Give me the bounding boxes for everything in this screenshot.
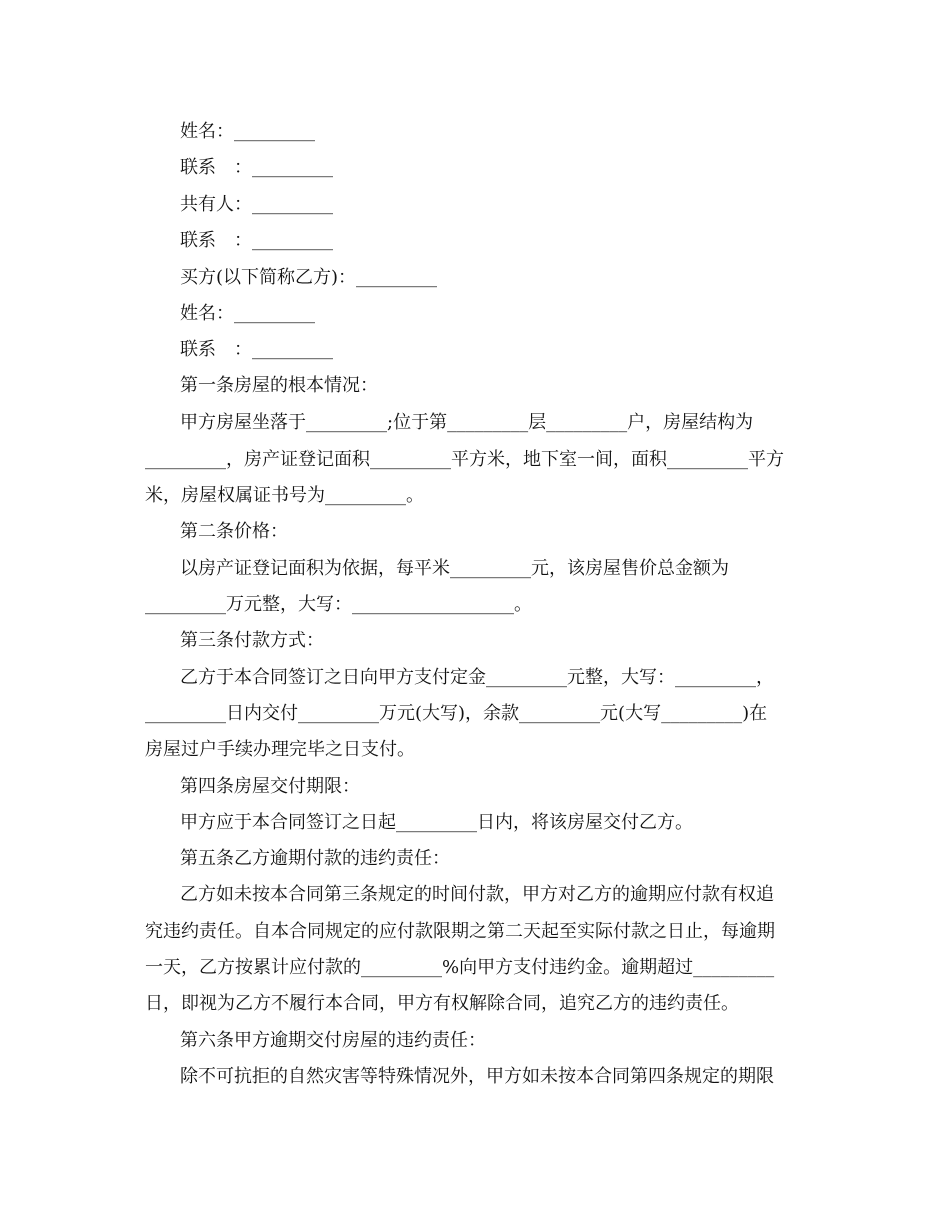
article-5-text: 日，即视为乙方不履行本合同，甲方有权解除合同，追究乙方的违约责任。 [145,993,739,1014]
seller-contact-line: 联系 ：_________ [180,157,333,178]
article-2-text: 以房产证登记面积为依据，每平米_________元，该房屋售价总金额为 [180,558,729,579]
article-3-text: 乙方于本合同签订之日向甲方支付定金_________元整，大写：_________， [180,667,774,688]
article-5-text: 乙方如未按本合同第三条规定的时间付款，甲方对乙方的逾期应付款有权追 [180,884,774,905]
article-1-text: 米，房屋权属证书号为_________。 [145,485,424,506]
article-2-heading: 第二条价格： [180,521,288,542]
article-3-heading: 第三条付款方式： [180,630,324,651]
article-1-text: _________，房产证登记面积_________平方米，地下室一间，面积_________平方 [145,449,784,470]
article-3-text: _________日内交付_________万元(大写)，余款_________元(大写_________)在 [145,703,768,724]
article-5-text: 一天，乙方按累计应付款的_________%向甲方支付违约金。逾期超过_________ [145,957,775,978]
buyer-line: 买方(以下简称乙方)：_________ [180,267,438,288]
article-1-text: 甲方房屋坐落于_________;位于第_________层_________户，房屋结构为 [180,412,754,433]
seller-name-line: 姓名：_________ [180,121,315,142]
article-5-heading: 第五条乙方逾期付款的违约责任： [180,848,450,869]
article-2-text: _________万元整，大写：__________________。 [145,594,532,615]
co-owner-line: 共有人：_________ [180,194,333,215]
buyer-contact-line: 联系 ：_________ [180,339,333,360]
article-4-heading: 第四条房屋交付期限： [180,776,360,797]
buyer-name-line: 姓名：_________ [180,303,315,324]
article-6-text: 除不可抗拒的自然灾害等特殊情况外，甲方如未按本合同第四条规定的期限 [180,1066,774,1087]
article-5-text: 究违约责任。自本合同规定的应付款限期之第二天起至实际付款之日止，每逾期 [145,921,775,942]
article-3-text: 房屋过户手续办理完毕之日支付。 [145,739,415,760]
article-4-text: 甲方应于本合同签订之日起_________日内，将该房屋交付乙方。 [180,812,693,833]
co-owner-contact-line: 联系 ：_________ [180,230,333,251]
article-1-heading: 第一条房屋的根本情况： [180,375,378,396]
article-6-heading: 第六条甲方逾期交付房屋的违约责任： [180,1030,486,1051]
